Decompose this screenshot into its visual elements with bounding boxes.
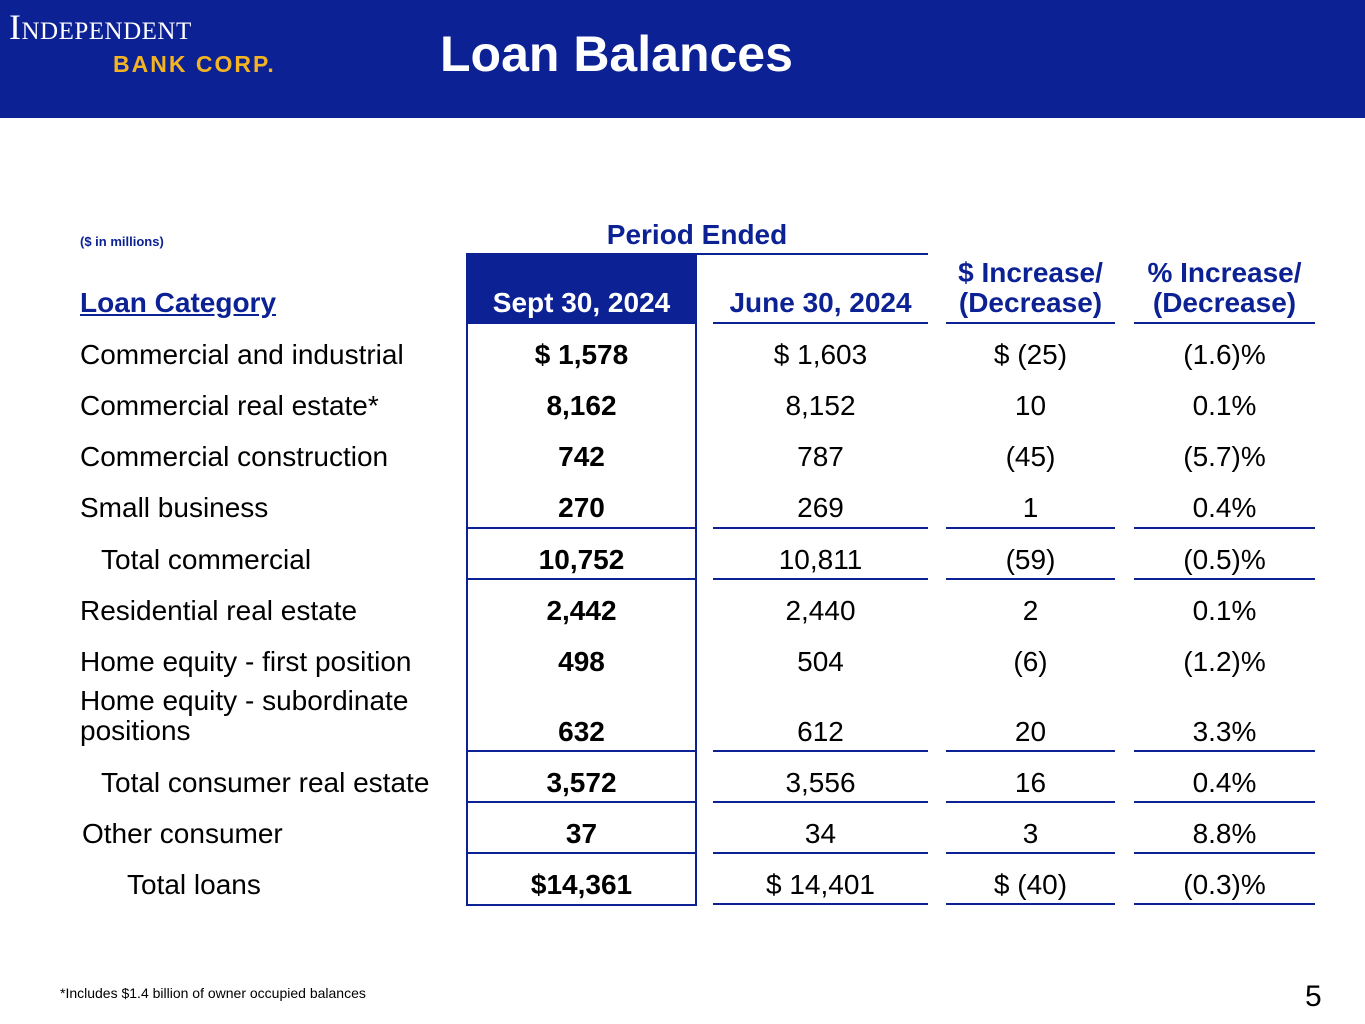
row-divider — [1134, 750, 1315, 752]
cell-pct-change: (0.3)% — [1183, 869, 1266, 900]
cell-sept: 632 — [558, 716, 605, 747]
cell-june: 612 — [797, 716, 844, 747]
cell-june: 3,556 — [785, 767, 856, 798]
row-label: Total consumer real estate — [101, 767, 430, 798]
cell-pct-change: 3.3% — [1192, 716, 1257, 747]
cell-dollar-change: (45) — [1005, 441, 1056, 472]
cell-pct-change: (1.2)% — [1183, 646, 1266, 677]
cell-pct-change: (5.7)% — [1183, 441, 1266, 472]
cell-june: 504 — [797, 646, 844, 677]
cell-june: $ 1,603 — [773, 339, 868, 370]
header-underline-pct — [1134, 322, 1315, 324]
row-label: Other consumer — [82, 818, 283, 849]
cell-june: 787 — [797, 441, 844, 472]
row-divider — [1134, 852, 1315, 854]
row-divider — [946, 852, 1115, 854]
cell-pct-change: (0.5)% — [1183, 544, 1266, 575]
row-divider — [713, 903, 928, 905]
row-divider — [1134, 527, 1315, 529]
cell-dollar-change: 20 — [1014, 716, 1047, 747]
cell-pct-change: (1.6)% — [1183, 339, 1266, 370]
cell-june: 34 — [804, 818, 837, 849]
cell-june: 2,440 — [785, 595, 856, 626]
cell-sept: 10,752 — [538, 544, 625, 575]
header-dollar-change-line1: $ Increase/ — [958, 257, 1103, 288]
row-label: Commercial and industrial — [80, 339, 404, 370]
row-divider — [466, 750, 697, 752]
header-underline-dollar — [946, 322, 1115, 324]
header-pct-change — [1134, 258, 1315, 318]
cell-dollar-change: $ (25) — [993, 339, 1068, 370]
cell-dollar-change: 1 — [1022, 492, 1039, 523]
row-divider — [1134, 578, 1315, 580]
logo-wordmark — [9, 6, 192, 48]
header-pct-change-line1: % Increase/ — [1147, 257, 1302, 288]
cell-sept: $ 1,578 — [534, 339, 629, 370]
row-divider — [713, 801, 928, 803]
cell-sept: 742 — [558, 441, 605, 472]
row-label: Commercial real estate* — [80, 390, 379, 421]
cell-dollar-change: 10 — [1014, 390, 1047, 421]
row-divider — [466, 578, 697, 580]
units-note: ($ in millions) — [80, 234, 164, 249]
cell-sept: 498 — [558, 646, 605, 677]
header-dollar-change-line2: (Decrease) — [958, 287, 1103, 318]
row-divider — [1134, 903, 1315, 905]
logo-line-1: Independent — [9, 7, 192, 47]
cell-dollar-change: (59) — [1005, 544, 1056, 575]
row-label-line2: positions — [80, 715, 191, 746]
row-divider — [1134, 801, 1315, 803]
row-label: Total loans — [127, 869, 261, 900]
cell-sept: 37 — [565, 818, 598, 849]
row-divider — [466, 852, 697, 854]
page-title: Loan Balances — [440, 26, 793, 82]
cell-pct-change: 0.4% — [1192, 767, 1257, 798]
row-label: Commercial construction — [80, 441, 389, 472]
row-label-line1: Home equity - subordinate — [80, 685, 409, 716]
cell-sept: 270 — [558, 492, 605, 523]
row-divider — [946, 801, 1115, 803]
header-pct-change-line2: (Decrease) — [1152, 287, 1297, 318]
row-label: Total commercial — [101, 544, 312, 575]
row-divider — [466, 527, 697, 529]
cell-sept: 3,572 — [546, 767, 617, 798]
cell-dollar-change: 3 — [1022, 818, 1039, 849]
cell-dollar-change: 16 — [1014, 767, 1047, 798]
header-banner — [0, 0, 1365, 118]
cell-june: 10,811 — [778, 544, 863, 575]
row-label: Small business — [80, 492, 269, 523]
row-label: Home equity - first position — [80, 646, 412, 677]
cell-dollar-change: $ (40) — [993, 869, 1068, 900]
cell-pct-change: 0.1% — [1192, 595, 1257, 626]
cell-dollar-change: 2 — [1022, 595, 1039, 626]
header-loan-category: Loan Category — [80, 287, 277, 318]
cell-pct-change: 0.4% — [1192, 492, 1257, 523]
row-label — [80, 686, 408, 746]
period-label: Period Ended — [606, 219, 788, 250]
row-divider — [713, 852, 928, 854]
cell-june: 8,152 — [785, 390, 856, 421]
row-divider — [713, 527, 928, 529]
row-divider — [946, 750, 1115, 752]
row-divider — [466, 801, 697, 803]
header-sept: Sept 30, 2024 — [492, 287, 671, 318]
row-label: Residential real estate — [80, 595, 358, 626]
period-underline — [697, 253, 928, 255]
cell-pct-change: 0.1% — [1192, 390, 1257, 421]
logo-subtitle: BANK CORP. — [113, 51, 276, 77]
row-divider — [946, 903, 1115, 905]
cell-sept: 2,442 — [546, 595, 617, 626]
row-divider — [713, 750, 928, 752]
cell-dollar-change: (6) — [1013, 646, 1048, 677]
row-divider — [713, 578, 928, 580]
header-june: June 30, 2024 — [729, 287, 912, 318]
row-divider — [946, 578, 1115, 580]
cell-sept: 8,162 — [546, 390, 617, 421]
footnote: *Includes $1.4 billion of owner occupied balances — [60, 985, 366, 1001]
header-dollar-change — [946, 258, 1115, 318]
cell-pct-change: 8.8% — [1192, 818, 1257, 849]
cell-sept: $14,361 — [530, 869, 633, 900]
cell-june: 269 — [797, 492, 844, 523]
page-number: 5 — [1305, 980, 1322, 1013]
row-divider — [946, 527, 1115, 529]
cell-june: $ 14,401 — [766, 869, 875, 900]
header-underline-june — [713, 322, 928, 324]
